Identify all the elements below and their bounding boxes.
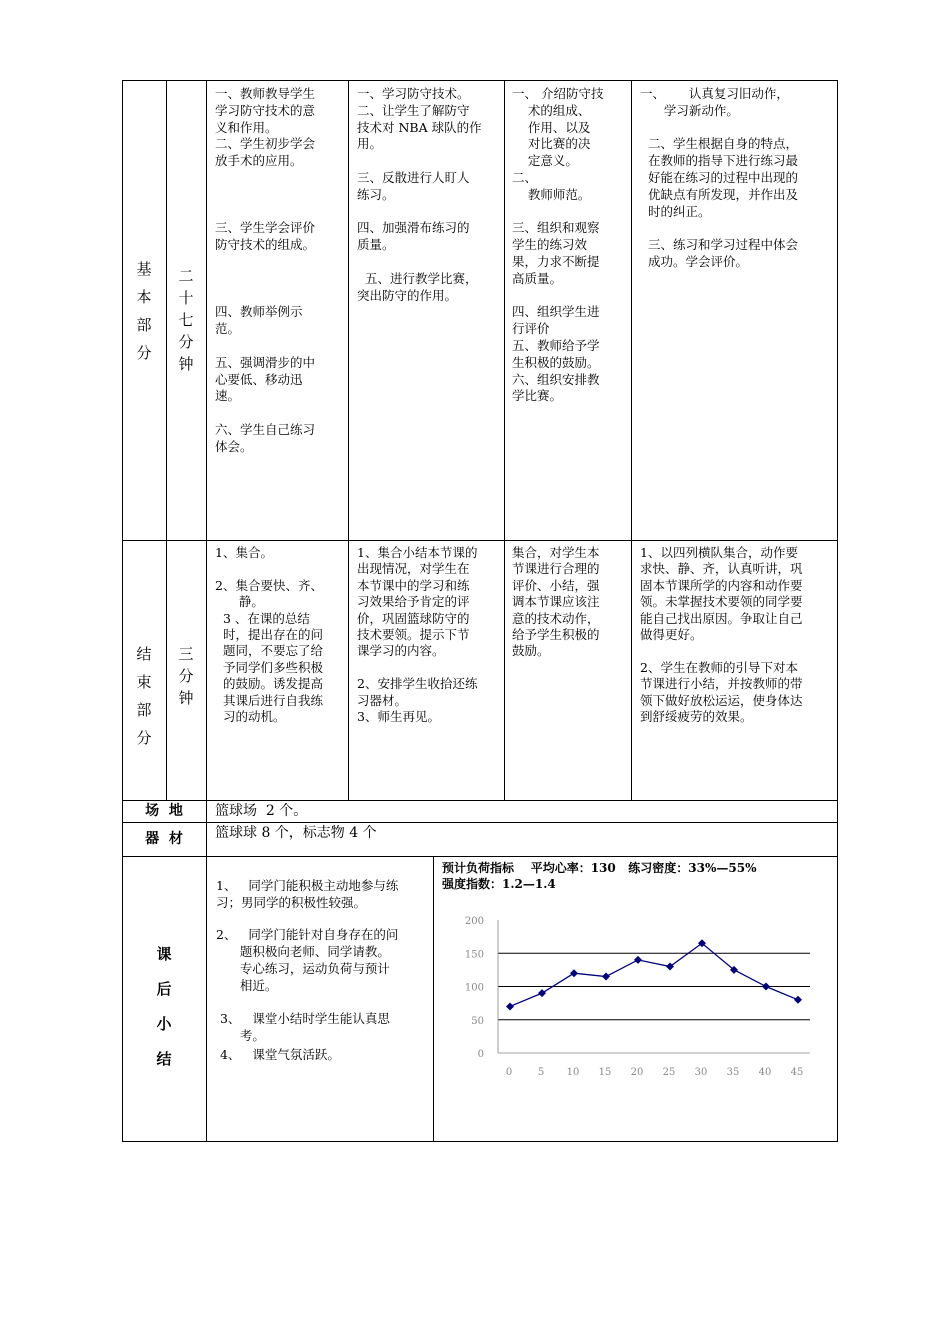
ending-teacher-content: 1、集合。 2、集合要快、齐、 静。 3 、在课的总结 时，提出存在的问 题同，不要忘了给 予同学们多些积极 的鼓励。诱发提高 其课后进行自我练 习的动机。 — [215, 545, 323, 725]
col-divider — [206, 80, 207, 1142]
chart-data-point — [794, 996, 802, 1004]
venue-label: 场 地 — [145, 803, 183, 819]
chart-y-tick-label: 50 — [471, 1015, 484, 1027]
row-divider — [122, 540, 838, 541]
table-border-right — [837, 80, 838, 1142]
row-divider — [122, 856, 838, 857]
basic-teacher-content: 一、教师教导学生 学习防守技术的意 义和作用。 二、学生初步学会 放手术的应用。 三、学生学会评价 防守技术的组成。 四、教师举例示 范。 五、强调滑步的中 心要低、移动迅 速。 六、学生自己练习 体会。 — [215, 86, 316, 454]
chart-x-tick-label: 40 — [758, 1067, 772, 1078]
chart-series — [506, 939, 802, 1010]
summary-item: 4、 课堂气氛活跃。 — [216, 1047, 340, 1062]
ending-teacher-method: 集合，对学生本 节课进行合理的 评价、小结，强 调本节课应该注 意的技术动作， 给予学生积极的 鼓励。 — [512, 545, 600, 659]
chart-x-tick-label: 5 — [537, 1067, 545, 1078]
chart-y-tick-label: 100 — [464, 982, 484, 994]
col-divider — [631, 80, 632, 800]
table-border-bottom — [122, 1141, 838, 1142]
chart-data-point — [602, 973, 610, 981]
chart-x-tick-label: 30 — [694, 1067, 708, 1078]
chart-y-ticks — [465, 916, 484, 1060]
basic-section-time: 二十七分钟 — [178, 267, 194, 373]
chart-x-tick-label: 10 — [566, 1067, 580, 1078]
col-divider — [433, 856, 434, 1142]
summary-item: 3、 课堂小结时学生能认真思 考。 — [219, 1011, 390, 1043]
col-divider — [166, 80, 167, 800]
chart-data-point — [762, 983, 770, 991]
intensity-index: 强度指数：1.2—1.4 — [442, 877, 556, 891]
ending-student-goals: 1、集合小结本节课的 出现情况，对学生在 本节课中的学习和练 习效果给予肯定的评 价，巩固篮球防守的 技术要领。提示下节 课学习的内容。 2、安排学生收拾还练 习器材。 3、师生再见。 — [357, 545, 478, 725]
chart-x-tick-label: 35 — [726, 1067, 740, 1078]
chart-x-ticks — [506, 1067, 804, 1078]
ending-section-time: 三分钟 — [178, 645, 194, 707]
table-border-top — [122, 80, 838, 81]
col-divider — [504, 80, 505, 800]
heart-rate-chart — [436, 905, 816, 1085]
equipment-label: 器 材 — [145, 831, 183, 847]
chart-y-tick-label: 0 — [477, 1049, 484, 1060]
table-border-left — [122, 80, 123, 1142]
chart-x-tick-label: 20 — [630, 1067, 644, 1078]
chart-x-tick-label: 15 — [598, 1067, 612, 1078]
row-divider — [122, 800, 838, 801]
ending-section-label: 结束部分 — [136, 645, 152, 747]
basic-student-goals: 一、学习防守技术。 二、让学生了解防守 技术对 NBA 球队的作 用。 三、反散进行人盯人 练习。 四、加强滑布练习的 质量。 五、进行教学比赛， 突出防守的作用。 — [357, 86, 482, 303]
basic-teacher-method: 一、 介绍防守技 术的组成、 作用、以及 对比赛的决 定意义。 二、 教师师范。 三、组织和观察 学生的练习效 果，力求不断提 高质量。 四、组织学生进 行评价 五、教师给予学 生积极的鼓励。 六、组织安排教 学比赛。 — [512, 86, 604, 404]
venue-value: 篮球场 2 个。 — [215, 803, 308, 819]
summary-item: 1、 同学门能积极主动地参与练 习；男同学的积极性较强。 — [216, 878, 399, 910]
load-indicator: 预计负荷指标 平均心率：130 练习密度：33%—55% — [442, 861, 757, 875]
chart-x-tick-label: 25 — [662, 1067, 676, 1078]
basic-section-label: 基本部分 — [136, 260, 152, 362]
chart-y-tick-label: 200 — [464, 916, 484, 927]
basic-student-activity: 一、 认真复习旧动作， 学习新动作。 二、学生根据自身的特点， 在教师的指导下进行练习最 好能在练习的过程中出现的 优缺点有所发现，并作出及 时的纠正。 三、练习和学习过程中体会 成功。学会评价。 — [640, 86, 798, 269]
chart-y-tick-label: 150 — [464, 949, 484, 961]
chart-data-point — [538, 989, 546, 997]
chart-data-point — [506, 1002, 514, 1010]
chart-x-tick-label: 0 — [505, 1067, 513, 1078]
chart-x-tick-label: 45 — [790, 1067, 804, 1078]
chart-data-point — [634, 956, 642, 964]
chart-data-point — [570, 969, 578, 977]
summary-label: 课后小结 — [156, 945, 172, 1068]
row-divider — [122, 822, 838, 823]
summary-item: 2、 同学门能针对自身存在的问 题积极向老师、同学请教。 专心练习，运动负荷与预计 相近。 — [216, 927, 399, 993]
equipment-value: 篮球球 8 个，标志物 4 个 — [215, 825, 377, 841]
ending-student-activity: 1、以四列横队集合，动作要 求快、静、齐，认真听讲，巩 固本节课所学的内容和动作要 领。未掌握技术要领的同学要 能自己找出原因。争取让自己 做得更好。 2、学生在教师的引导下对本 节课进行小结，并按教师的带 领下做好放松运运，使身体达 到舒绥疲劳的效果。 — [640, 545, 803, 725]
col-divider — [348, 80, 349, 800]
